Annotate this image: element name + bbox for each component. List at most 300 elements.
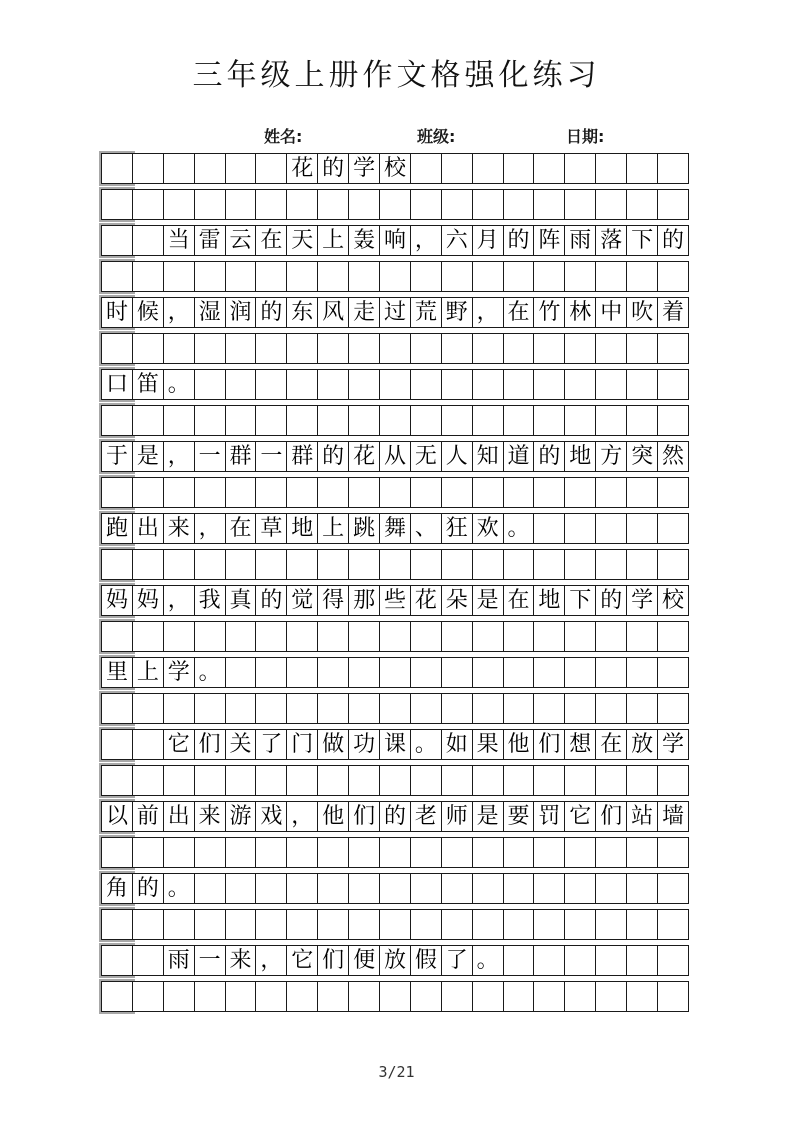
grid-cell <box>226 369 257 400</box>
grid-cell: 花 <box>287 153 318 184</box>
grid-cell: 风 <box>318 297 349 328</box>
grid-cell <box>226 261 257 292</box>
date-label: 日期: <box>566 127 605 146</box>
grid-cell <box>442 333 473 364</box>
grid-cell: 们 <box>349 801 380 832</box>
grid-cell <box>504 621 535 652</box>
grid-cell: 、 <box>411 513 442 544</box>
grid-cell <box>565 333 596 364</box>
grid-cell <box>442 837 473 868</box>
grid-cell <box>442 261 473 292</box>
grid-cell <box>195 153 226 184</box>
grid-cell: 师 <box>442 801 473 832</box>
grid-cell: 上 <box>133 657 164 688</box>
grid-cell <box>473 153 504 184</box>
grid-cell: ， <box>164 585 195 616</box>
grid-cell <box>226 405 257 436</box>
grid-cell: 了 <box>256 729 287 760</box>
grid-cell: 罚 <box>534 801 565 832</box>
grid-cell <box>226 909 257 940</box>
page-number: 3/21 <box>378 1063 415 1081</box>
grid-cell <box>226 657 257 688</box>
grid-cell <box>658 945 689 976</box>
grid-cell: 来 <box>195 801 226 832</box>
grid-cell <box>380 189 411 220</box>
grid-cell: 关 <box>226 729 257 760</box>
grid-cell: 们 <box>596 801 627 832</box>
grid-cell <box>565 189 596 220</box>
grid-cell: 口 <box>101 369 133 400</box>
grid-cell <box>442 909 473 940</box>
grid-cell <box>627 621 658 652</box>
grid-cell <box>627 981 658 1012</box>
grid-cell <box>411 765 442 796</box>
grid-cell <box>349 477 380 508</box>
grid-cell <box>318 549 349 580</box>
grid-cell <box>133 981 164 1012</box>
grid-cell <box>411 909 442 940</box>
grid-cell: 真 <box>226 585 257 616</box>
grid-cell <box>473 261 504 292</box>
grid-cell <box>287 909 318 940</box>
grid-cell <box>534 405 565 436</box>
grid-cell <box>349 621 380 652</box>
grid-cell <box>658 513 689 544</box>
grid-cell: 舞 <box>380 513 411 544</box>
grid-cell <box>226 153 257 184</box>
grid-cell <box>565 873 596 904</box>
grid-row <box>101 945 689 976</box>
grid-cell <box>442 405 473 436</box>
grid-cell <box>287 261 318 292</box>
grid-cell: 吹 <box>627 297 658 328</box>
grid-cell: 出 <box>164 801 195 832</box>
grid-cell: 他 <box>504 729 535 760</box>
grid-row <box>101 549 689 580</box>
grid-cell: 出 <box>133 513 164 544</box>
grid-cell <box>565 369 596 400</box>
grid-cell <box>596 477 627 508</box>
grid-cell <box>318 873 349 904</box>
grid-cell <box>318 765 349 796</box>
grid-cell <box>473 693 504 724</box>
grid-cell <box>318 657 349 688</box>
grid-cell: 群 <box>226 441 257 472</box>
grid-cell <box>442 369 473 400</box>
grid-cell <box>195 549 226 580</box>
grid-cell <box>195 765 226 796</box>
grid-cell: 妈 <box>133 585 164 616</box>
grid-cell: 假 <box>411 945 442 976</box>
grid-cell <box>349 873 380 904</box>
grid-cell <box>442 693 473 724</box>
grid-row <box>101 189 689 220</box>
grid-row <box>101 765 689 796</box>
grid-cell <box>380 477 411 508</box>
grid-cell <box>133 189 164 220</box>
grid-cell <box>133 945 164 976</box>
grid-cell <box>133 261 164 292</box>
grid-cell <box>287 549 318 580</box>
grid-cell <box>565 477 596 508</box>
grid-cell: 它 <box>164 729 195 760</box>
grid-cell: 。 <box>164 369 195 400</box>
grid-cell: 的 <box>658 225 689 256</box>
grid-cell <box>318 981 349 1012</box>
grid-cell: 下 <box>627 225 658 256</box>
grid-cell: 下 <box>565 585 596 616</box>
grid-cell: 跑 <box>101 513 133 544</box>
grid-cell <box>133 405 164 436</box>
grid-cell: 轰 <box>349 225 380 256</box>
grid-cell <box>164 981 195 1012</box>
grid-cell <box>596 981 627 1012</box>
grid-cell <box>195 261 226 292</box>
grid-cell: 的 <box>380 801 411 832</box>
grid-cell <box>195 369 226 400</box>
grid-cell <box>349 765 380 796</box>
grid-cell <box>349 333 380 364</box>
grid-cell <box>596 333 627 364</box>
grid-cell: 了 <box>442 945 473 976</box>
grid-cell: 站 <box>627 801 658 832</box>
grid-cell: 群 <box>287 441 318 472</box>
grid-cell <box>226 333 257 364</box>
header-fields <box>0 124 793 146</box>
grid-cell <box>596 621 627 652</box>
grid-cell: 一 <box>195 441 226 472</box>
grid-cell <box>473 333 504 364</box>
grid-cell <box>565 153 596 184</box>
grid-cell <box>565 693 596 724</box>
grid-cell <box>596 657 627 688</box>
grid-cell: ， <box>473 297 504 328</box>
grid-cell <box>534 657 565 688</box>
grid-row <box>101 261 689 292</box>
grid-cell: 雨 <box>565 225 596 256</box>
grid-cell <box>380 765 411 796</box>
grid-cell: 候 <box>133 297 164 328</box>
grid-cell <box>101 189 133 220</box>
grid-cell <box>256 981 287 1012</box>
grid-cell <box>658 981 689 1012</box>
grid-cell <box>380 369 411 400</box>
grid-cell <box>473 873 504 904</box>
grid-cell <box>133 909 164 940</box>
grid-cell <box>101 981 133 1012</box>
grid-row <box>101 153 689 184</box>
grid-cell <box>658 153 689 184</box>
grid-cell <box>318 621 349 652</box>
grid-cell <box>504 189 535 220</box>
grid-cell <box>565 621 596 652</box>
grid-cell <box>164 909 195 940</box>
grid-cell: 六 <box>442 225 473 256</box>
grid-cell: 上 <box>318 513 349 544</box>
grid-cell <box>534 477 565 508</box>
grid-cell <box>133 333 164 364</box>
grid-cell <box>596 693 627 724</box>
grid-cell <box>473 477 504 508</box>
grid-cell: 野 <box>442 297 473 328</box>
grid-cell <box>256 333 287 364</box>
grid-cell <box>411 981 442 1012</box>
grid-cell <box>534 621 565 652</box>
grid-cell: 当 <box>164 225 195 256</box>
grid-cell <box>627 693 658 724</box>
grid-cell <box>195 909 226 940</box>
grid-cell <box>534 693 565 724</box>
grid-cell <box>287 873 318 904</box>
grid-cell <box>504 909 535 940</box>
grid-cell: 着 <box>658 297 689 328</box>
grid-cell: 从 <box>380 441 411 472</box>
grid-cell: 雨 <box>164 945 195 976</box>
grid-cell: 花 <box>411 585 442 616</box>
grid-cell <box>627 261 658 292</box>
grid-cell <box>380 981 411 1012</box>
grid-cell: 地 <box>565 441 596 472</box>
grid-row <box>101 333 689 364</box>
grid-cell <box>411 477 442 508</box>
grid-cell <box>256 909 287 940</box>
grid-row <box>101 585 689 616</box>
grid-cell <box>318 693 349 724</box>
grid-cell: 在 <box>256 225 287 256</box>
grid-cell <box>318 369 349 400</box>
grid-cell <box>101 333 133 364</box>
grid-cell: 。 <box>504 513 535 544</box>
grid-cell <box>565 765 596 796</box>
grid-cell <box>565 261 596 292</box>
grid-cell <box>504 549 535 580</box>
grid-cell: 他 <box>318 801 349 832</box>
grid-cell <box>565 909 596 940</box>
grid-cell: 润 <box>226 297 257 328</box>
grid-cell <box>504 693 535 724</box>
grid-cell <box>411 657 442 688</box>
grid-cell <box>411 153 442 184</box>
grid-cell <box>287 693 318 724</box>
grid-cell <box>101 405 133 436</box>
grid-cell: 花 <box>349 441 380 472</box>
grid-cell <box>226 981 257 1012</box>
grid-cell <box>380 261 411 292</box>
grid-cell: 过 <box>380 297 411 328</box>
grid-cell: 们 <box>318 945 349 976</box>
grid-cell <box>256 873 287 904</box>
grid-cell <box>349 837 380 868</box>
grid-cell <box>101 261 133 292</box>
grid-cell: 的 <box>504 225 535 256</box>
grid-cell <box>565 945 596 976</box>
grid-cell <box>504 261 535 292</box>
grid-cell <box>473 369 504 400</box>
grid-cell <box>411 693 442 724</box>
grid-cell: 上 <box>318 225 349 256</box>
grid-cell <box>504 153 535 184</box>
grid-cell <box>133 729 164 760</box>
grid-cell: 走 <box>349 297 380 328</box>
grid-cell: 学 <box>349 153 380 184</box>
grid-cell: 东 <box>287 297 318 328</box>
grid-cell <box>318 261 349 292</box>
grid-cell <box>596 153 627 184</box>
grid-cell <box>627 657 658 688</box>
grid-cell: 的 <box>256 585 287 616</box>
grid-cell <box>534 981 565 1012</box>
grid-cell <box>133 477 164 508</box>
grid-cell: 荒 <box>411 297 442 328</box>
grid-cell <box>473 909 504 940</box>
grid-cell <box>380 549 411 580</box>
grid-cell: 是 <box>133 441 164 472</box>
grid-cell: 的 <box>534 441 565 472</box>
grid-cell <box>349 369 380 400</box>
grid-cell: 来 <box>226 945 257 976</box>
grid-cell <box>226 549 257 580</box>
grid-cell <box>411 837 442 868</box>
grid-cell <box>380 693 411 724</box>
grid-cell <box>596 909 627 940</box>
grid-cell <box>442 153 473 184</box>
grid-cell: 的 <box>256 297 287 328</box>
grid-cell <box>287 837 318 868</box>
grid-cell <box>504 477 535 508</box>
grid-cell <box>164 189 195 220</box>
grid-cell: 雷 <box>195 225 226 256</box>
grid-cell <box>256 261 287 292</box>
grid-cell: 门 <box>287 729 318 760</box>
grid-cell <box>473 549 504 580</box>
grid-cell: 来 <box>164 513 195 544</box>
grid-cell <box>534 153 565 184</box>
grid-cell: 校 <box>658 585 689 616</box>
grid-cell <box>287 369 318 400</box>
grid-cell <box>627 153 658 184</box>
grid-cell <box>504 837 535 868</box>
grid-cell <box>380 873 411 904</box>
grid-cell <box>380 621 411 652</box>
grid-cell <box>473 621 504 652</box>
grid-cell <box>411 189 442 220</box>
grid-cell: 们 <box>534 729 565 760</box>
grid-cell <box>349 261 380 292</box>
grid-cell <box>627 189 658 220</box>
grid-cell: 欢 <box>473 513 504 544</box>
grid-cell <box>380 333 411 364</box>
grid-cell <box>287 405 318 436</box>
grid-cell <box>596 765 627 796</box>
grid-row <box>101 477 689 508</box>
grid-cell: 校 <box>380 153 411 184</box>
grid-cell <box>473 657 504 688</box>
grid-cell <box>133 765 164 796</box>
grid-cell <box>658 621 689 652</box>
grid-cell <box>534 333 565 364</box>
grid-cell: 于 <box>101 441 133 472</box>
grid-cell <box>411 873 442 904</box>
grid-cell <box>596 369 627 400</box>
grid-cell <box>318 909 349 940</box>
grid-cell: 落 <box>596 225 627 256</box>
grid-row <box>101 621 689 652</box>
grid-cell <box>226 477 257 508</box>
grid-cell <box>101 225 133 256</box>
grid-row <box>101 837 689 868</box>
grid-cell <box>534 369 565 400</box>
name-label: 姓名: <box>264 127 303 146</box>
grid-cell <box>565 405 596 436</box>
grid-cell <box>164 153 195 184</box>
grid-cell <box>534 513 565 544</box>
grid-cell <box>442 189 473 220</box>
page-title: 三年级上册作文格强化练习 <box>192 58 601 93</box>
grid-cell <box>164 765 195 796</box>
grid-cell <box>195 981 226 1012</box>
grid-cell: ， <box>164 441 195 472</box>
grid-cell <box>164 621 195 652</box>
grid-cell <box>534 261 565 292</box>
grid-cell: 墙 <box>658 801 689 832</box>
grid-cell <box>133 693 164 724</box>
grid-row <box>101 369 689 400</box>
composition-grid <box>101 153 689 1017</box>
grid-cell <box>164 693 195 724</box>
grid-cell <box>565 549 596 580</box>
grid-cell: 是 <box>473 585 504 616</box>
grid-cell: 中 <box>596 297 627 328</box>
grid-cell <box>226 837 257 868</box>
grid-cell <box>473 765 504 796</box>
grid-cell: 在 <box>226 513 257 544</box>
grid-cell: 云 <box>226 225 257 256</box>
grid-cell <box>658 189 689 220</box>
grid-cell <box>256 657 287 688</box>
grid-cell <box>101 621 133 652</box>
grid-cell: 道 <box>504 441 535 472</box>
grid-cell: 前 <box>133 801 164 832</box>
grid-cell <box>195 405 226 436</box>
grid-cell <box>596 261 627 292</box>
grid-row <box>101 513 689 544</box>
grid-cell <box>411 369 442 400</box>
grid-cell <box>627 513 658 544</box>
grid-cell: 地 <box>534 585 565 616</box>
grid-cell <box>627 873 658 904</box>
grid-cell <box>101 693 133 724</box>
grid-cell <box>256 765 287 796</box>
grid-cell: ， <box>256 945 287 976</box>
grid-cell <box>504 765 535 796</box>
grid-cell: 月 <box>473 225 504 256</box>
grid-cell <box>411 549 442 580</box>
grid-row <box>101 405 689 436</box>
grid-cell <box>411 621 442 652</box>
grid-cell <box>133 837 164 868</box>
grid-cell: 要 <box>504 801 535 832</box>
grid-cell <box>195 333 226 364</box>
grid-cell <box>164 837 195 868</box>
grid-cell: 。 <box>473 945 504 976</box>
grid-cell: 学 <box>658 729 689 760</box>
grid-cell: 课 <box>380 729 411 760</box>
grid-cell <box>195 873 226 904</box>
grid-cell <box>256 189 287 220</box>
grid-cell <box>380 405 411 436</box>
grid-cell <box>318 405 349 436</box>
grid-cell <box>256 369 287 400</box>
